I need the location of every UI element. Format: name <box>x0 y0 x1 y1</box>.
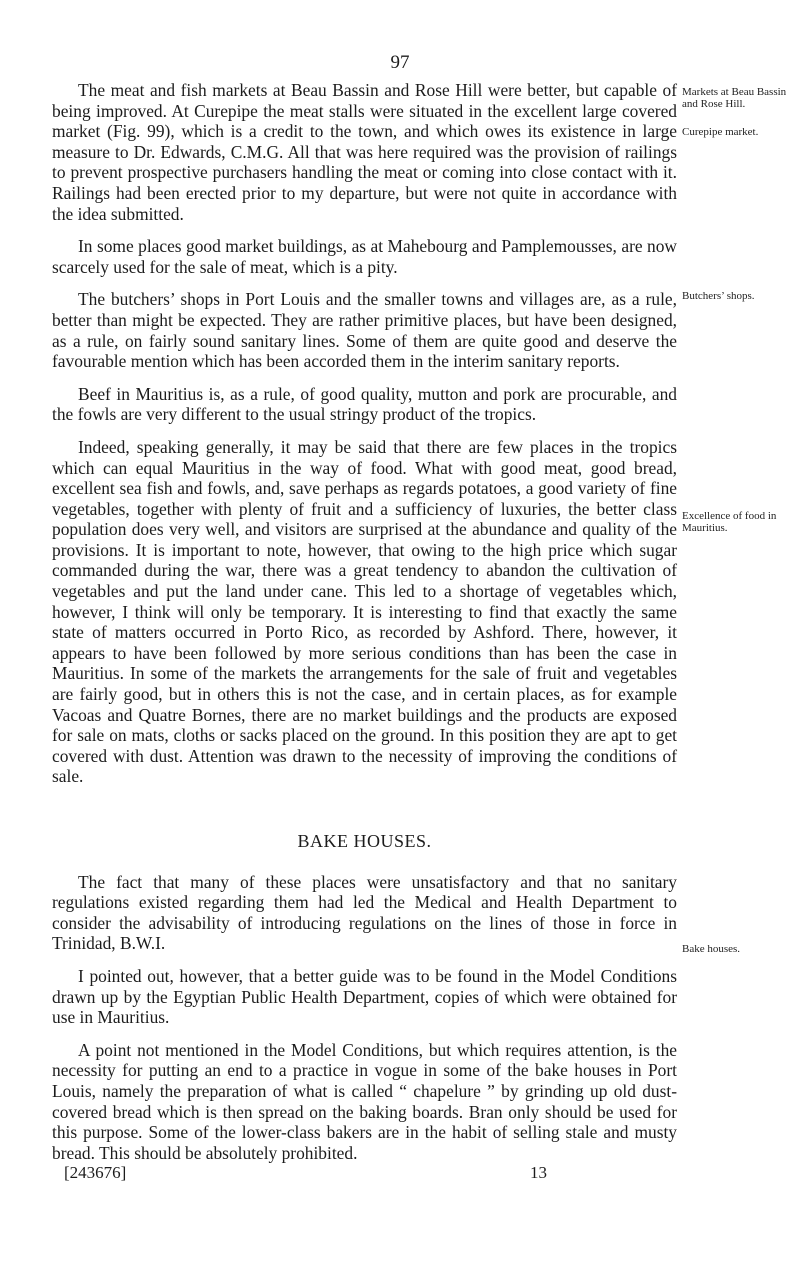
sidenote-food: Excellence of food in Mauritius. <box>682 510 777 535</box>
page-footer <box>52 1163 677 1183</box>
paragraph-chapelure: A point not mentioned in the Model Conditions, but which requires attention, is the necessity for putting an end to a practice in vogue in some of the bake houses in Port Louis, namely the preparation of what is called “ chapelure ” by grinding up old dust-covered bread which is then spread on the baking boards. Bran only should be used for this purpose. Some of the lower-class bakers are in the habit of selling stale and musty bread. This should be absolutely prohibited. <box>52 1039 677 1163</box>
sidenote-bake-houses: Bake houses. <box>682 943 741 955</box>
paragraph-market-buildings: In some places good market buildings, as at Mahebourg and Pamplemousses, are now scarcely used for the sale of meat, which is a pity. <box>52 236 677 277</box>
sidenote-curepipe: Curepipe market. <box>682 126 759 138</box>
section-heading: BAKE HOUSES. <box>297 831 432 851</box>
sidenote-markets: Markets at Beau Bassin and Rose Hill. <box>682 86 787 111</box>
paragraph-butchers: The butchers’ shops in Port Louis and the smaller towns and villages are, as a rule, better than might be expected. They are rather primitive places, but have been designed, as a rule, on fairly sound sanitary lines. Some of them are quite good and deserve the favourable mention which has been accorded them in the interim sanitary reports. <box>52 289 677 372</box>
paragraph-food: Indeed, speaking generally, it may be said that there are few places in the tropics which can equal Mauritius in the way of food. What with good meat, good bread, excellent sea fish and fowls, and, save perhaps as regards potatoes, a good variety of fine vegetables, together with plenty of fruit and a sufficiency of luxuries, the better class population does very well, and visitors are surprised at the abundance and quality of the provisions. It is important to note, however, that owing to the high price which sugar commanded during the war, there was a great tendency to abandon the cultivation of vegetables and put the land under cane. This led to a shortage of vegetables which, however, I think will only be temporary. It is interesting to find that exactly the same state of matters occurred in Porto Rico, as recorded by Ashford. There, however, it appears to have been followed by more serious conditions than has been the case in Mauritius. In some of the markets the arrangements for the sale of fruit and vegetables are fairly good, but in others this is not the case, and in certain places, as for example Vacoas and Quatre Bornes, there are no market buildings and the products are exposed for sale on mats, cloths or sacks placed on the ground. In this position they are apt to get covered with dust. Attention was drawn to the necessity of improving the conditions of sale. <box>52 436 677 787</box>
paragraph-beef: Beef in Mauritius is, as a rule, of good quality, mutton and pork are procurable, and the fowls are very different to the usual stringy product of the tropics. <box>52 383 677 425</box>
signature-mark: 13 <box>530 1163 547 1183</box>
paragraph-markets: The meat and fish markets at Beau Bassin and Rose Hill were better, but capable of being improved. At Curepipe the meat stalls were situated in the excellent large covered market (Fig. 99), which is a credit to the town, and which owes its existence in large measure to Dr. Edwards, C.M.G. All that was here required was the provision of railings to prevent prospective purchasers handling the meat or coming into close contact with it. Railings had been erected prior to my departure, but were not quite in accordance with the idea submitted. <box>52 80 677 224</box>
page-number: 97 <box>390 52 410 73</box>
print-code: [243676] <box>64 1163 127 1183</box>
paragraph-model-conditions: I pointed out, however, that a better guide was to be found in the Model Conditions drawn up by the Egyptian Public Health Department, copies of which were obtained for use in Mauritius. <box>52 965 677 1028</box>
main-text <box>52 80 677 1183</box>
paragraph-bake-regulations: The fact that many of these places were unsatisfactory and that no sanitary regulations existed regarding them had led the Medical and Health Department to consider the advisability of introducing regulations on the lines of those in force in Trinidad, B.W.I. <box>52 871 677 954</box>
sidenote-butchers: Butchers’ shops. <box>682 290 755 302</box>
